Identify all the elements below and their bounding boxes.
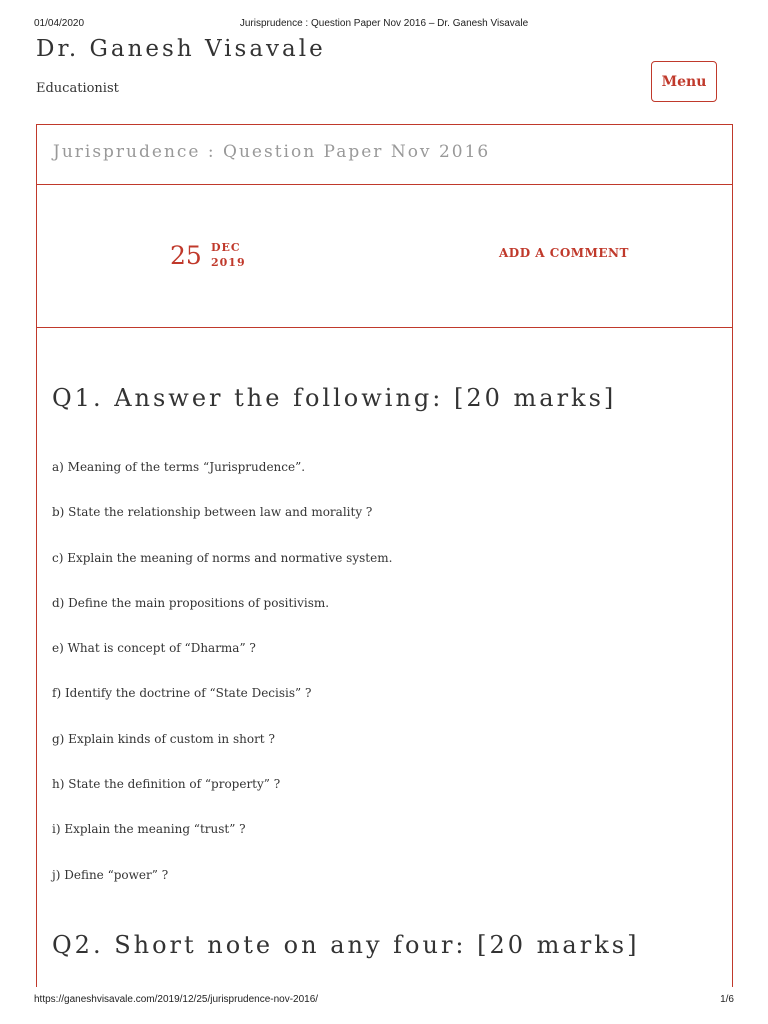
post-meta-box (36, 184, 733, 328)
print-header (34, 18, 734, 32)
post-title: Jurisprudence : Question Paper Nov 2016 (53, 142, 491, 162)
post-date-day: 25 (170, 241, 202, 270)
list-item: b) State the relationship between law and morality ? (52, 505, 373, 520)
menu-button[interactable]: Menu (651, 61, 717, 102)
print-page-title: Jurisprudence : Question Paper Nov 2016 – Dr. Ganesh Visavale (239, 18, 529, 29)
print-footer (34, 994, 734, 1008)
site-tagline: Educationist (36, 81, 119, 96)
print-date: 01/04/2020 (34, 18, 85, 29)
post-date-month: DEC (211, 241, 241, 254)
list-item: j) Define “power” ? (52, 867, 169, 882)
post-title-box (36, 124, 733, 185)
list-item: f) Identify the doctrine of “State Decisis” ? (52, 686, 312, 701)
question-1-heading: Q1. Answer the following: [20 marks] (52, 384, 617, 412)
list-item: d) Define the main propositions of positivism. (52, 595, 330, 610)
list-item: i) Explain the meaning “trust” ? (52, 822, 246, 837)
list-item: h) State the definition of “property” ? (52, 777, 281, 792)
add-comment-link[interactable]: ADD A COMMENT (499, 246, 629, 260)
question-1-list (52, 460, 392, 913)
print-url: https://ganeshvisavale.com/2019/12/25/jurisprudence-nov-2016/ (34, 994, 319, 1005)
list-item: g) Explain kinds of custom in short ? (52, 731, 275, 746)
site-title[interactable]: Dr. Ganesh Visavale (36, 36, 326, 62)
question-2-heading: Q2. Short note on any four: [20 marks] (52, 931, 640, 959)
list-item: c) Explain the meaning of norms and normative system. (52, 550, 393, 565)
post-date-year: 2019 (211, 256, 246, 269)
post-content (36, 327, 733, 987)
list-item: a) Meaning of the terms “Jurisprudence”. (52, 460, 306, 474)
print-page-number: 1/6 (720, 994, 734, 1005)
list-item: e) What is concept of “Dharma” ? (52, 641, 256, 656)
